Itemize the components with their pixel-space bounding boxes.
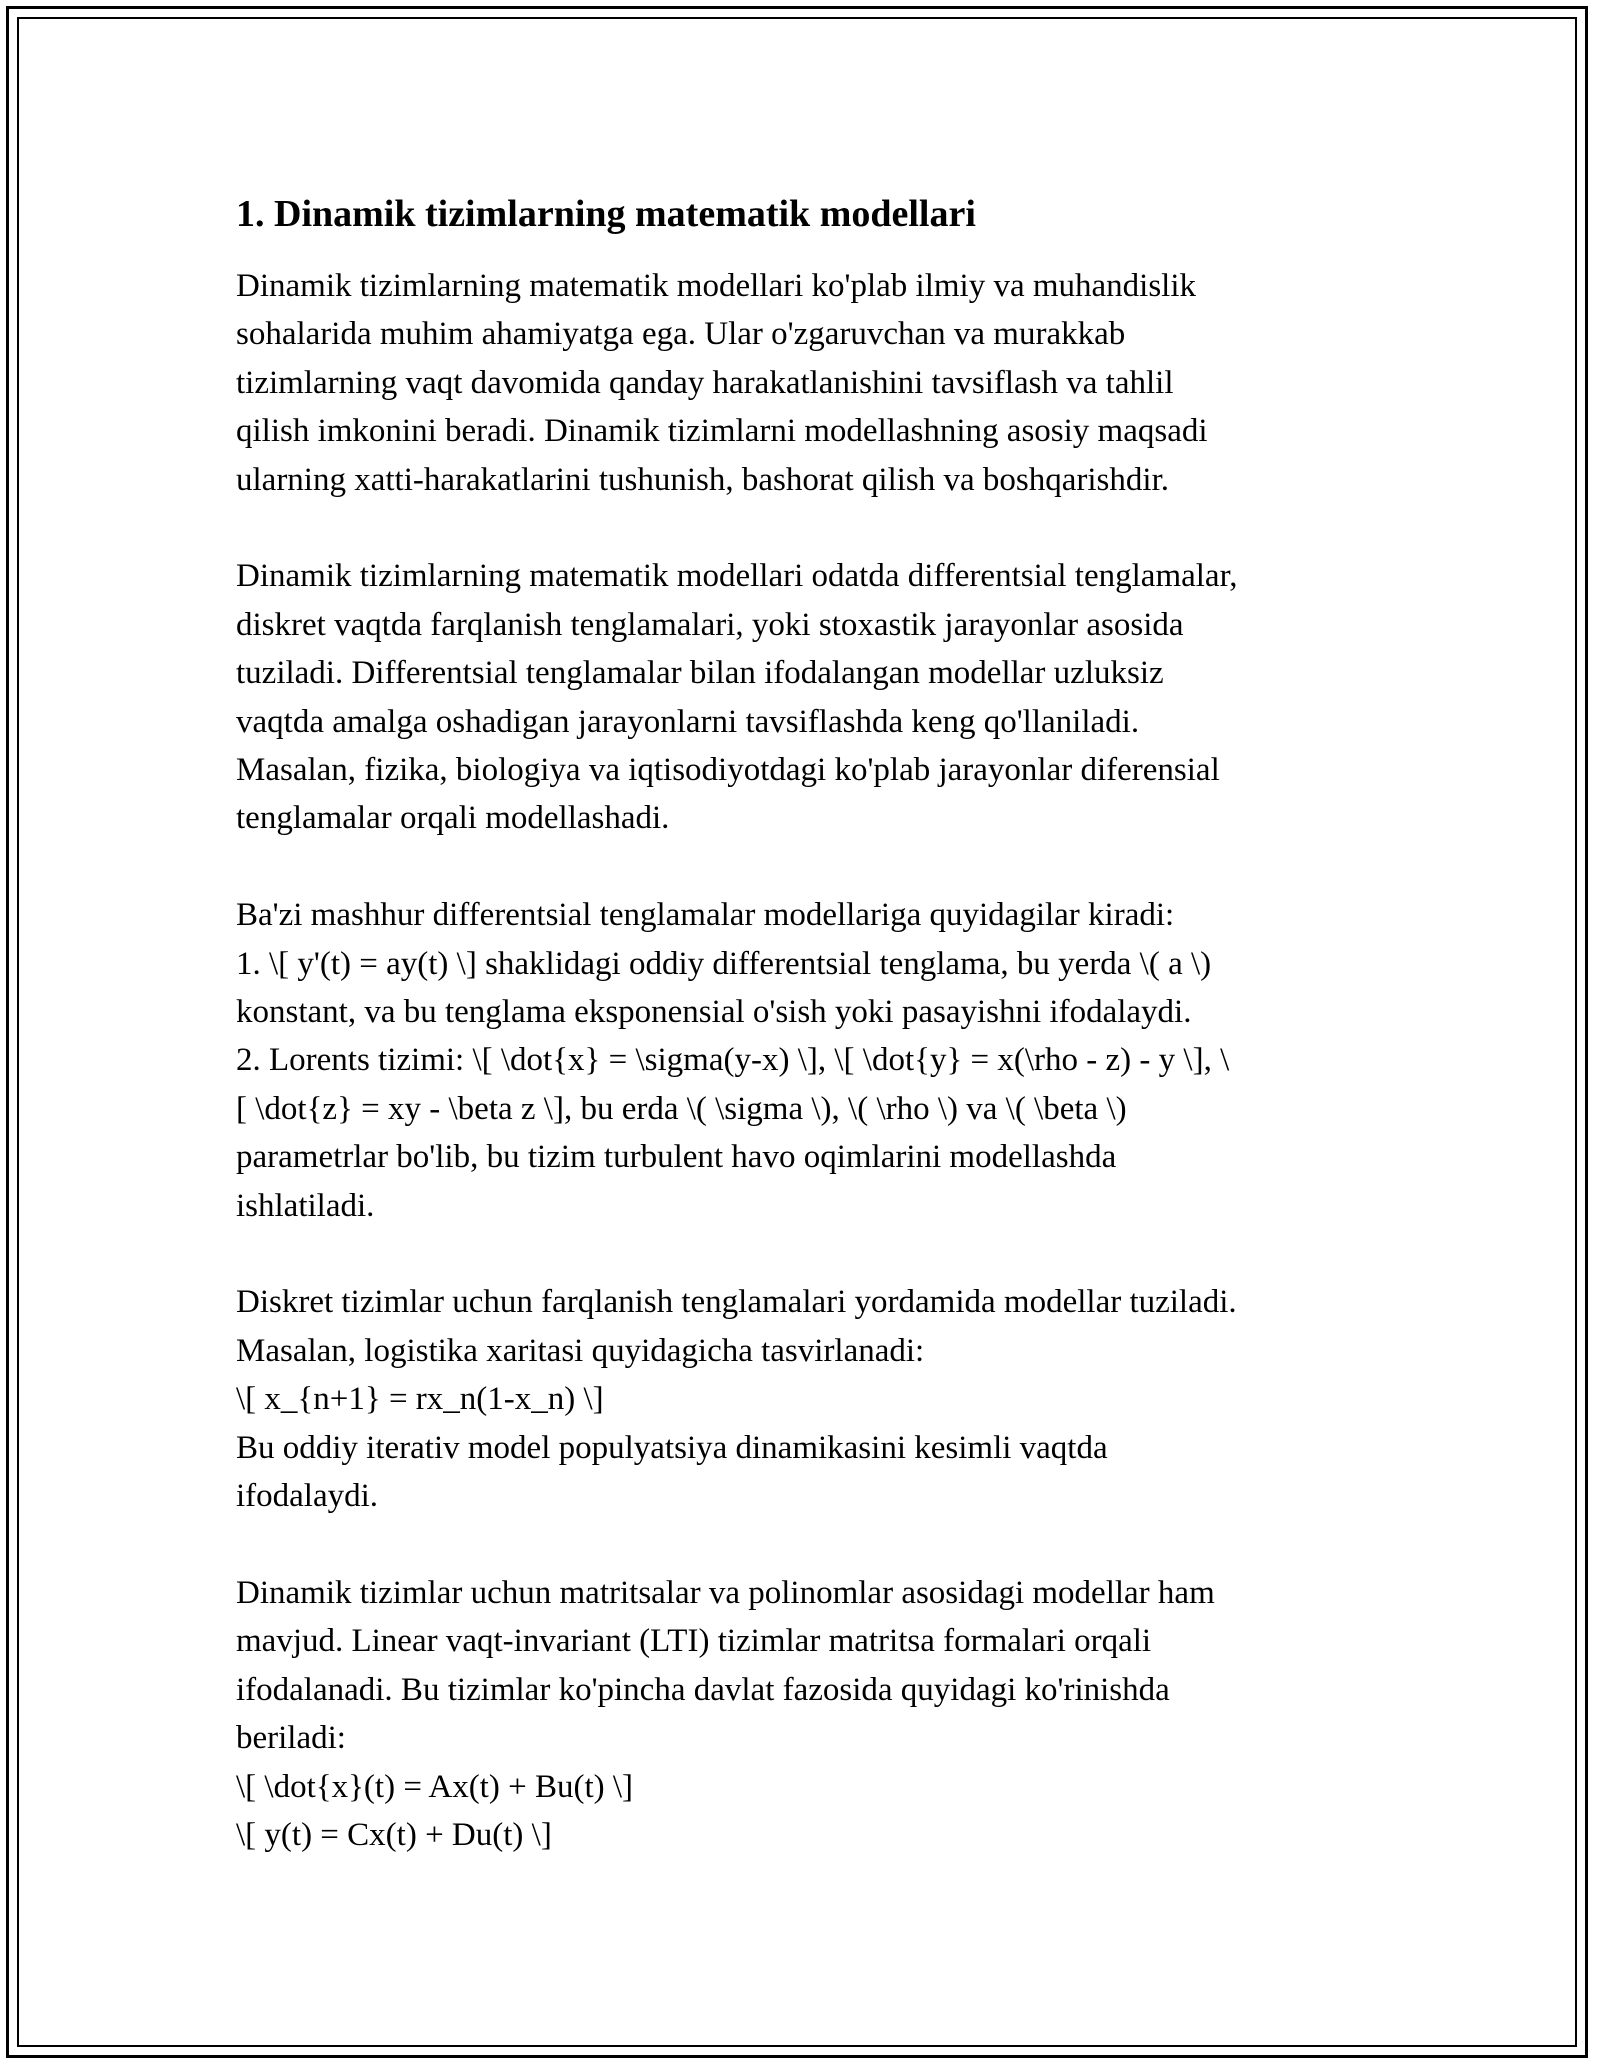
text-line: tenglamalar orqali modellashadi.: [236, 800, 670, 837]
text-line: ularning xatti-harakatlarini tushunish, bashorat qilish va boshqarishdir.: [236, 461, 1169, 498]
text-line: ifodalanadi. Bu tizimlar ko'pincha davlat fazosida quyidagi ko'rinishda: [236, 1671, 1170, 1708]
text-line: konstant, va bu tenglama eksponensial o'sish yoki pasayishni ifodalaydi.: [236, 994, 1192, 1031]
text-line: 1. \[ y'(t) = ay(t) \] shaklidagi oddiy differentsial tenglama, bu yerda \( a \): [236, 945, 1212, 982]
section-heading: 1. Dinamik tizimlarning matematik modellari: [236, 193, 976, 235]
text-line: \[ x_{n+1} = rx_n(1-x_n) \]: [236, 1381, 604, 1418]
text-line: Masalan, logistika xaritasi quyidagicha tasvirlanadi:: [236, 1332, 925, 1369]
text-line: mavjud. Linear vaqt-invariant (LTI) tizimlar matritsa formalari orqali: [236, 1623, 1152, 1660]
paragraph-lti-systems: [236, 1569, 1366, 1859]
text-line: qilish imkonini beradi. Dinamik tizimlarni modellashning asosiy maqsadi: [236, 413, 1208, 450]
document-body: [236, 190, 1366, 1908]
text-line: Masalan, fizika, biologiya va iqtisodiyotdagi ko'plab jarayonlar diferensial: [236, 752, 1220, 789]
paragraph-model-types: [236, 552, 1366, 842]
text-line: Diskret tizimlar uchun farqlanish tenglamalari yordamida modellar tuziladi.: [236, 1284, 1237, 1321]
paragraph-intro: [236, 262, 1366, 504]
text-line: ishlatiladi.: [236, 1187, 375, 1224]
text-line: Dinamik tizimlarning matematik modellari odatda differentsial tenglamalar,: [236, 558, 1238, 595]
text-line: diskret vaqtda farqlanish tenglamalari, yoki stoxastik jarayonlar asosida: [236, 606, 1184, 643]
text-line: \[ \dot{x}(t) = Ax(t) + Bu(t) \]: [236, 1768, 634, 1805]
text-line: tuziladi. Differentsial tenglamalar bilan ifodalangan modellar uzluksiz: [236, 655, 1164, 692]
text-line: Dinamik tizimlarning matematik modellari ko'plab ilmiy va muhandislik: [236, 268, 1197, 304]
text-line: beriladi:: [236, 1720, 346, 1757]
text-line: sohalarida muhim ahamiyatga ega. Ular o'zgaruvchan va murakkab: [236, 316, 1126, 353]
text-line: Ba'zi mashhur differentsial tenglamalar modellariga quyidagilar kiradi:: [236, 897, 1175, 934]
text-line: vaqtda amalga oshadigan jarayonlarni tavsiflashda keng qo'llaniladi.: [236, 703, 1140, 740]
text-line: parametrlar bo'lib, bu tizim turbulent havo oqimlarini modellashda: [236, 1139, 1117, 1176]
text-line: Dinamik tizimlar uchun matritsalar va polinomlar asosidagi modellar ham: [236, 1574, 1215, 1611]
text-line: tizimlarning vaqt davomida qanday harakatlanishini tavsiflash va tahlil: [236, 364, 1174, 401]
paragraph-differential-examples: [236, 891, 1366, 1230]
paragraph-discrete-systems: [236, 1278, 1366, 1520]
text-line: ifodalaydi.: [236, 1478, 379, 1515]
text-line: [ \dot{z} = xy - \beta z \], bu erda \( \sigma \), \( \rho \) va \( \beta \): [236, 1090, 1127, 1127]
text-line: Bu oddiy iterativ model populyatsiya dinamikasini kesimli vaqtda: [236, 1429, 1108, 1466]
text-line: 2. Lorents tizimi: \[ \dot{x} = \sigma(y-x) \], \[ \dot{y} = x(\rho - z) - y \], \: [236, 1042, 1230, 1079]
text-line: \[ y(t) = Cx(t) + Du(t) \]: [236, 1816, 552, 1853]
